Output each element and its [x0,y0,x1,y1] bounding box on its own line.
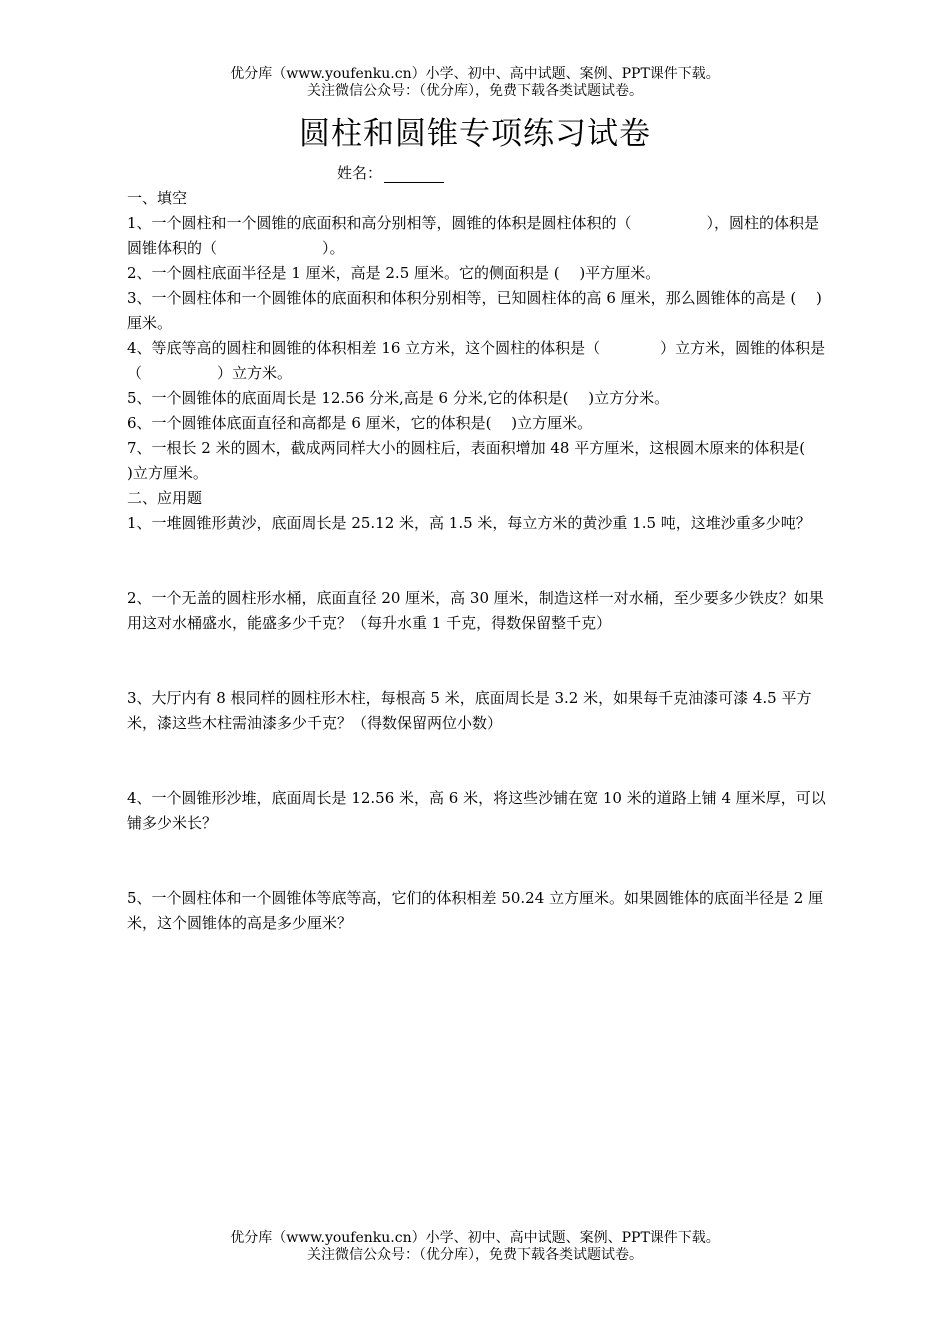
fill-question-1: 1、一个圆柱和一个圆锥的底面积和高分别相等，圆锥的体积是圆柱体积的（ ），圆柱的体积是圆锥体积的（ ）。 [127,214,820,257]
header-line-2: 关注微信公众号：（优分库），免费下载各类试题试卷。 [307,83,643,99]
fill-question-6: 6、一个圆锥体底面直径和高都是 6 厘米，它的体积是( )立方厘米。 [127,414,593,432]
fill-question-4: 4、等底等高的圆柱和圆锥的体积相差 16 立方米，这个圆柱的体积是（ ）立方米，圆锥的体积是（ ）立方米。 [127,339,826,382]
section-application-heading: 二、应用题 [127,489,203,507]
answer-space-2 [127,636,827,686]
application-question-2: 2、一个无盖的圆柱形水桶，底面直径 20 厘米，高 30 厘米，制造这样一对水桶，至少要多少铁皮？如果用这对水桶盛水，能盛多少千克？（每升水重 1 千克，得数保留整千克） [127,589,824,632]
application-question-5: 5、一个圆柱体和一个圆锥体等底等高，它们的体积相差 50.24 立方厘米。如果圆锥体的底面半径是 2 厘米，这个圆锥体的高是多少厘米？ [127,889,824,932]
fill-question-5: 5、一个圆锥体的底面周长是 12.56 分米,高是 6 分米,它的体积是( )立方分米。 [127,389,670,407]
answer-space-3 [127,736,827,786]
exam-content [127,186,827,936]
fill-question-3: 3、一个圆柱体和一个圆锥体的底面积和体积分别相等，已知圆柱体的高 6 厘米，那么圆锥体的高是 ( )厘米。 [127,289,822,332]
footer-line-2: 关注微信公众号：（优分库），免费下载各类试题试卷。 [307,1247,643,1263]
page-header [0,66,950,100]
fill-question-7: 7、一根长 2 米的圆木，截成两同样大小的圆柱后，表面积增加 48 平方厘米，这根圆木原来的体积是( )立方厘米。 [127,439,825,482]
application-question-1: 1、一堆圆锥形黄沙，底面周长是 25.12 米，高 1.5 米，每立方米的黄沙重 1.5 吨，这堆沙重多少吨？ [127,514,811,532]
name-field [337,163,444,183]
fill-question-2: 2、一个圆柱底面半径是 1 厘米，高是 2.5 厘米。它的侧面积是 ( )平方厘米。 [127,264,661,282]
document-title: 圆柱和圆锥专项练习试卷 [299,116,651,152]
name-label: 姓名： [337,164,383,182]
application-question-3: 3、大厅内有 8 根同样的圆柱形木柱，每根高 5 米，底面周长是 3.2 米，如果每千克油漆可漆 4.5 平方米，漆这些木柱需油漆多少千克？（得数保留两位小数） [127,689,812,732]
name-blank[interactable] [384,166,444,183]
section-fill-heading: 一、填空 [127,189,188,207]
answer-space-4 [127,836,827,886]
header-line-1: 优分库（www.youfenku.cn）小学、初中、高中试题、案例、PPT课件下载。 [230,66,720,82]
answer-space-1 [127,536,827,586]
page-footer [0,1230,950,1264]
application-question-4: 4、一个圆锥形沙堆，底面周长是 12.56 米，高 6 米，将这些沙铺在宽 10 米的道路上铺 4 厘米厚，可以铺多少米长？ [127,789,826,832]
footer-line-1: 优分库（www.youfenku.cn）小学、初中、高中试题、案例、PPT课件下载。 [230,1230,720,1246]
